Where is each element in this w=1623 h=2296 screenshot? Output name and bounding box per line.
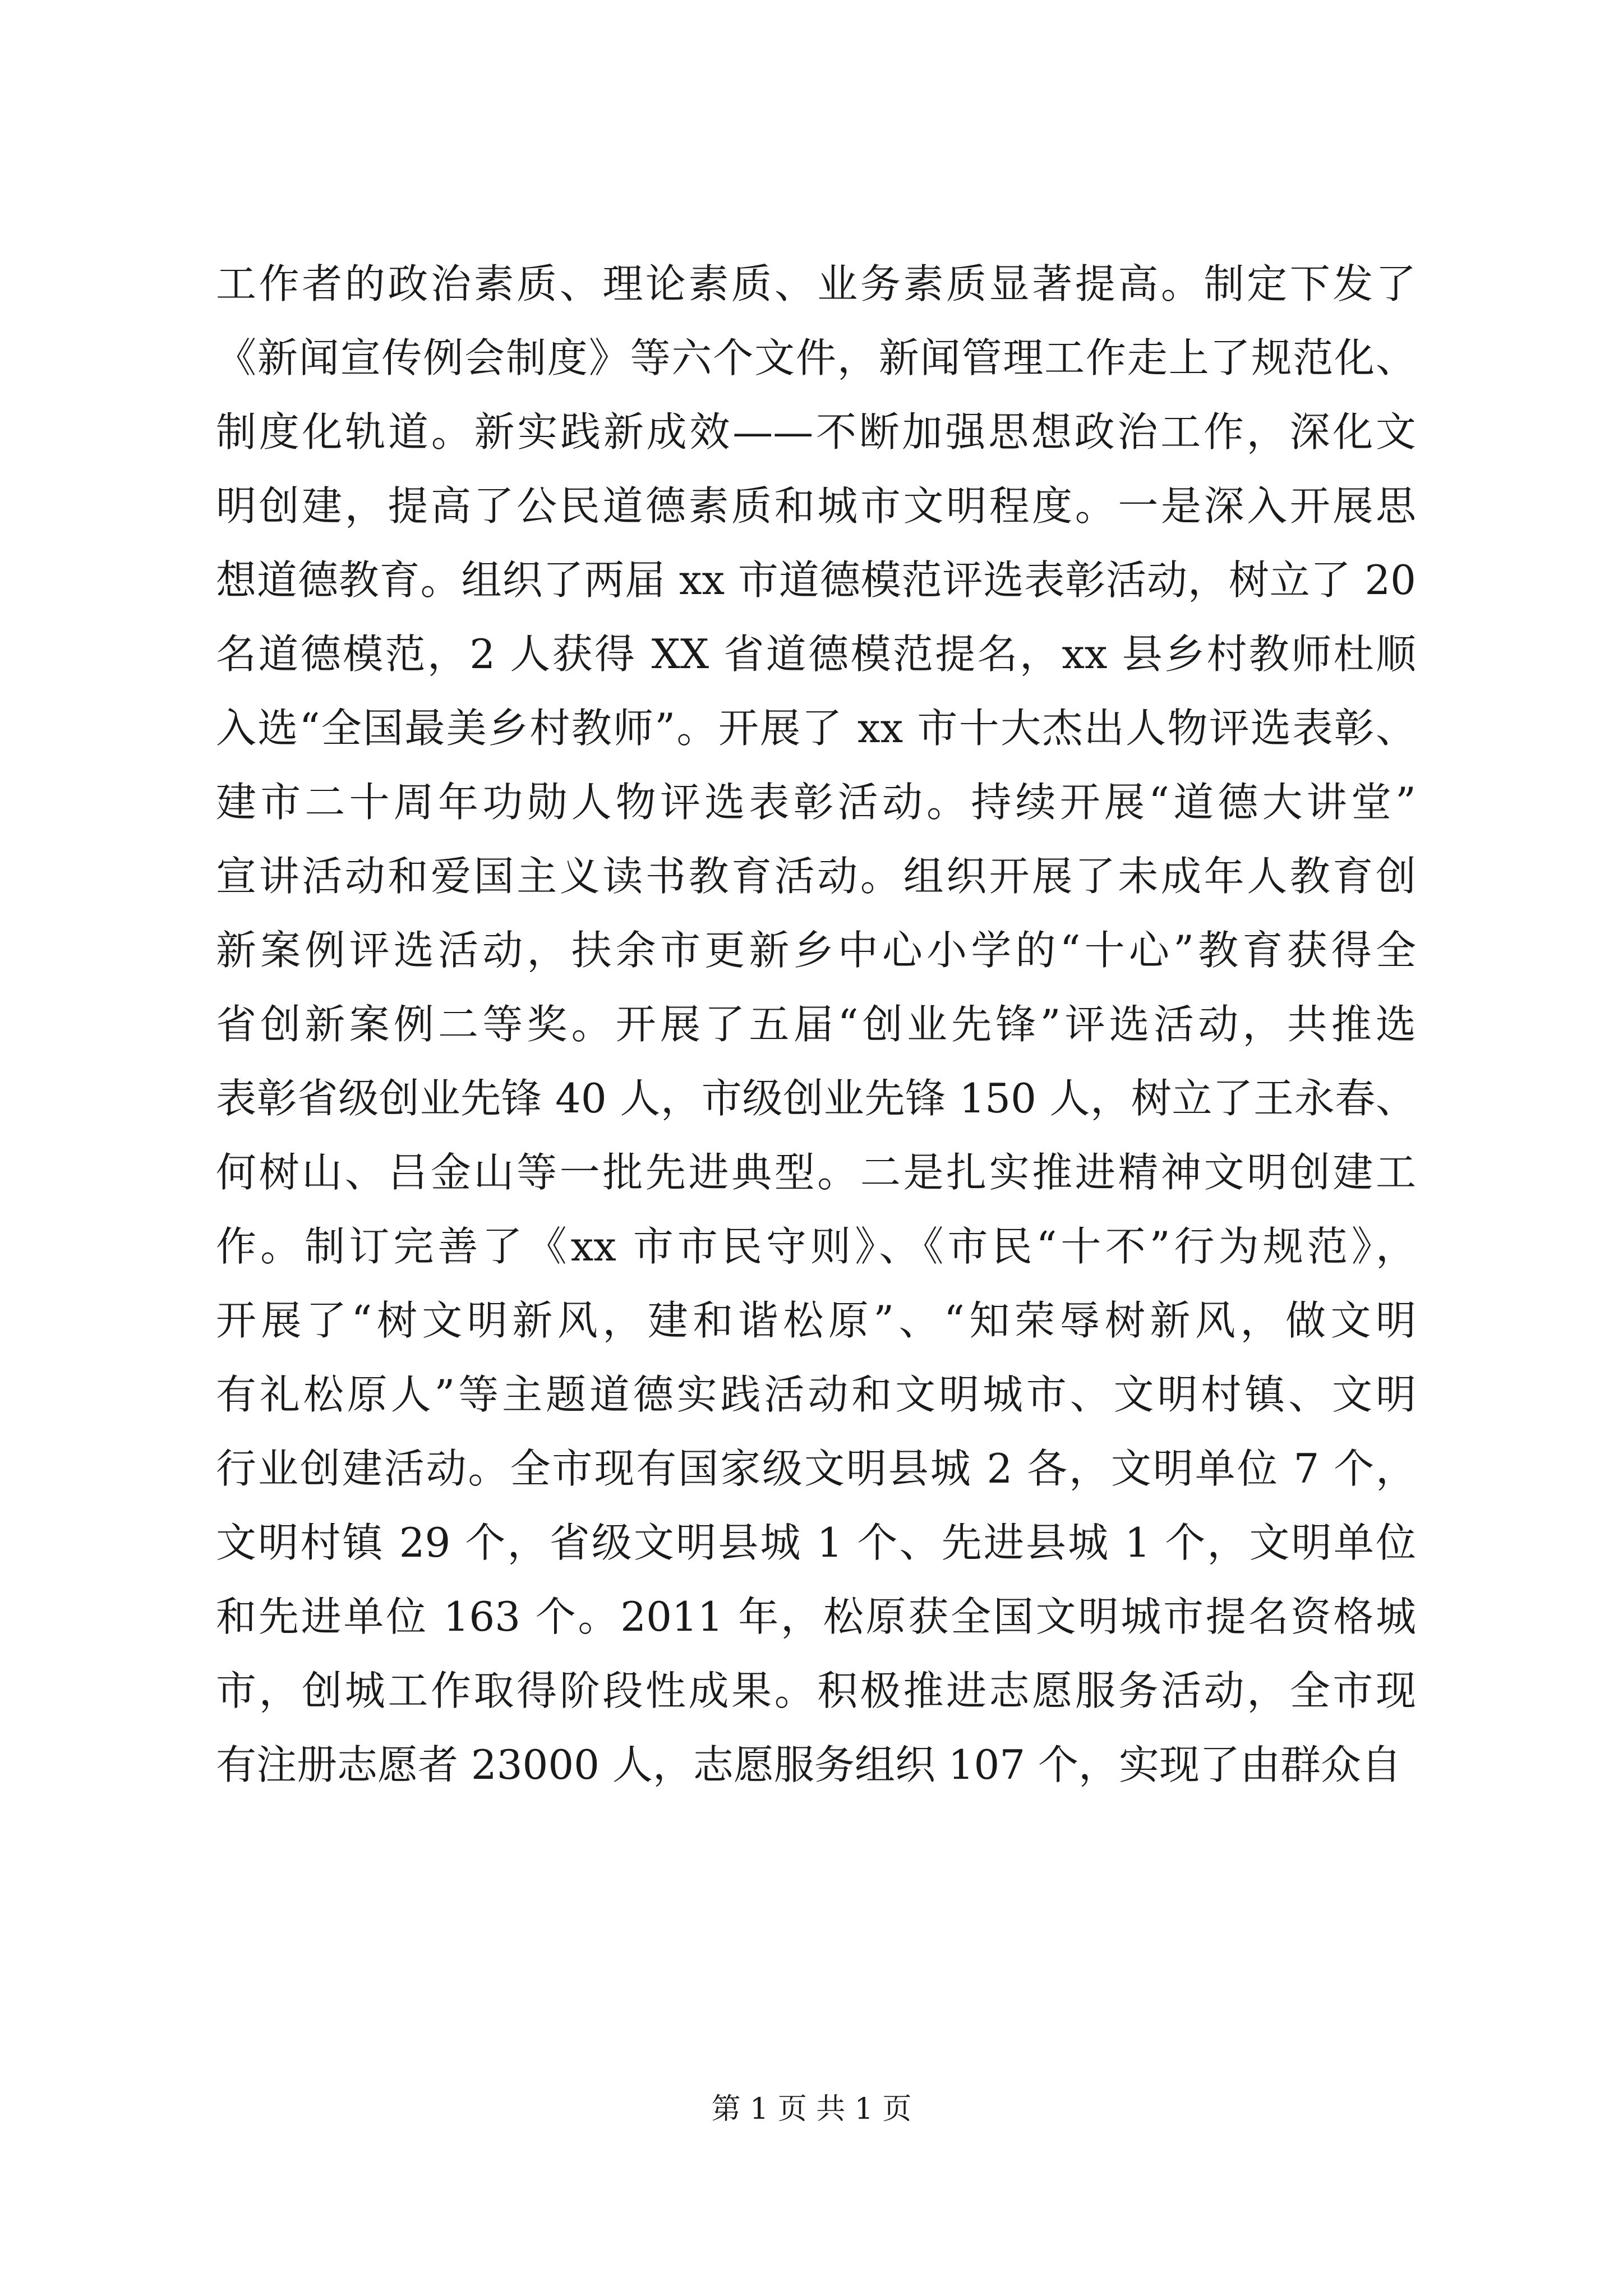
text-line: 入选“全国最美乡村教师”。开展了 xx 市十大杰出人物评选表彰、 [216,705,1416,752]
text-line: 作。制订完善了《xx 市市民守则》、《市民“十不”行为规范》， [216,1223,1416,1270]
body-paragraph [216,247,1416,1802]
page-footer: 第 1 页 共 1 页 [711,2092,912,2126]
text-line: 何树山、吕金山等一批先进典型。二是扎实推进精神文明创建工 [216,1149,1416,1196]
text-line: 制度化轨道。新实践新成效——不断加强思想政治工作，深化文 [216,408,1416,455]
text-line: 建市二十周年功勋人物评选表彰活动。持续开展“道德大讲堂” [216,779,1416,826]
text-line: 明创建，提高了公民道德素质和城市文明程度。一是深入开展思 [216,482,1416,530]
text-line: 宣讲活动和爱国主义读书教育活动。组织开展了未成年人教育创 [216,853,1416,900]
text-line: 市，创城工作取得阶段性成果。积极推进志愿服务活动，全市现 [216,1667,1416,1714]
text-line: 开展了“树文明新风，建和谐松原”、“知荣辱树新风，做文明 [216,1297,1416,1344]
text-line: 和先进单位 163 个。2011 年，松原获全国文明城市提名资格城 [216,1593,1416,1640]
text-line: 省创新案例二等奖。开展了五届“创业先锋”评选活动，共推选 [216,1001,1416,1048]
text-line: 行业创建活动。全市现有国家级文明县城 2 各，文明单位 7 个， [216,1445,1416,1492]
text-line: 文明村镇 29 个，省级文明县城 1 个、先进县城 1 个，文明单位 [216,1519,1416,1566]
text-line: 想道德教育。组织了两届 xx 市道德模范评选表彰活动，树立了 20 [216,556,1416,604]
text-line: 有礼松原人”等主题道德实践活动和文明城市、文明村镇、文明 [216,1371,1416,1418]
text-line: 《新闻宣传例会制度》等六个文件，新闻管理工作走上了规范化、 [216,334,1416,381]
text-line: 名道德模范，2 人获得 XX 省道德模范提名，xx 县乡村教师杜顺 [216,631,1416,678]
text-line: 有注册志愿者 23000 人，志愿服务组织 107 个，实现了由群众自 [216,1741,1402,1788]
text-line: 工作者的政治素质、理论素质、业务素质显著提高。制定下发了 [216,260,1416,307]
text-line: 表彰省级创业先锋 40 人，市级创业先锋 150 人，树立了王永春、 [216,1075,1416,1122]
text-line: 新案例评选活动，扶余市更新乡中心小学的“十心”教育获得全 [216,927,1416,974]
